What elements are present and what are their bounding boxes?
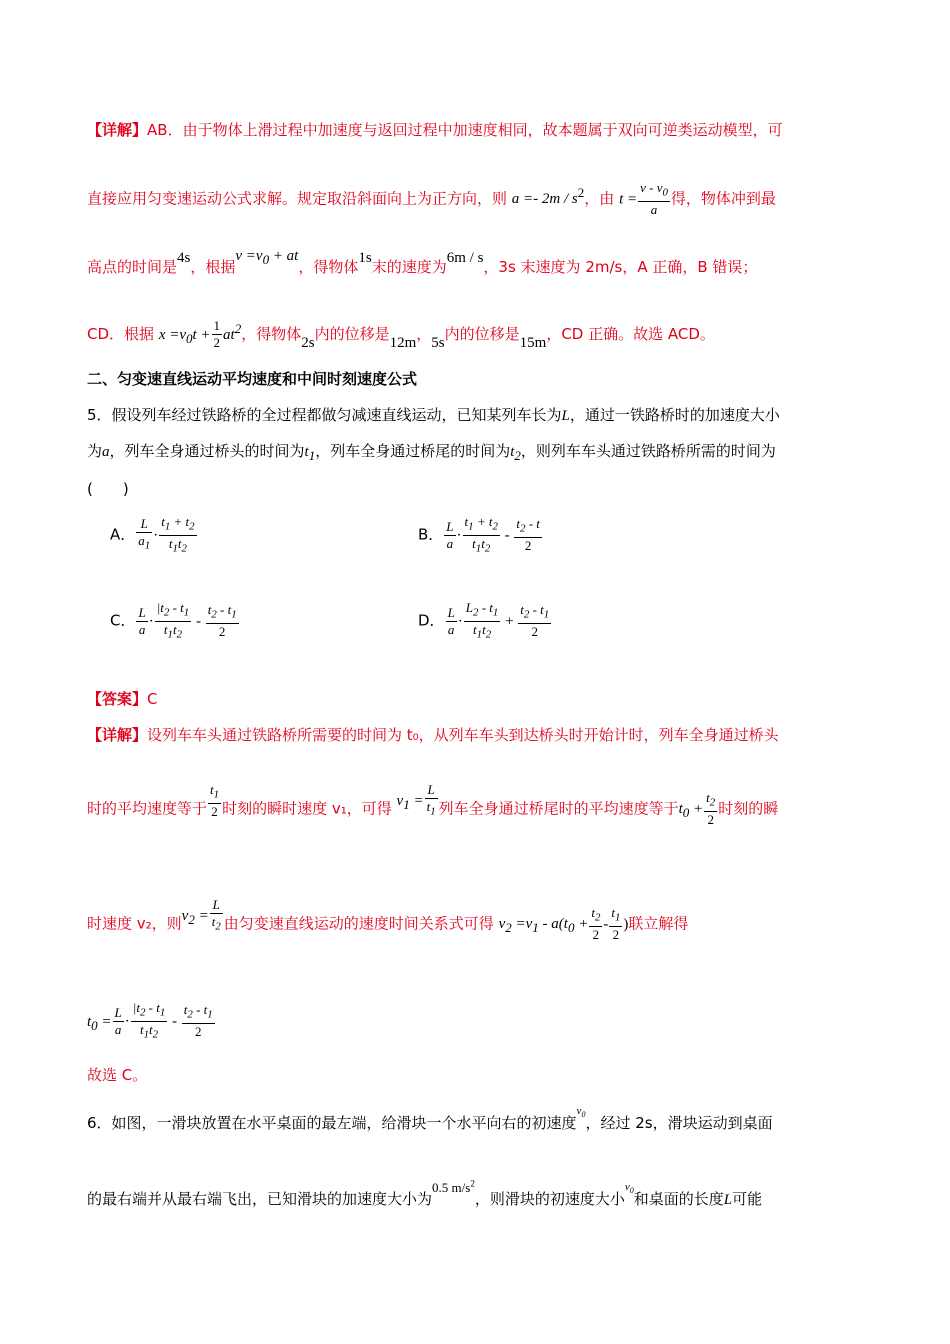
text: ，由 [584, 189, 615, 208]
formula-x: $x =v_0t$ + [158, 327, 211, 346]
fraction-t2-2: $\frac{t_2}{2}$ [706, 790, 716, 827]
text: ，得物体 [241, 325, 302, 343]
fraction: $\frac{t_2}{2}$ [591, 905, 601, 942]
value-accel: 0.5 $m/s^2$ [432, 1178, 475, 1195]
value-6ms: 6m / s [446, 250, 484, 266]
detail-tag: 【详解】 [87, 121, 148, 139]
text: 内的位移是 [314, 325, 390, 343]
fraction: $\frac{t_2 - t}{2}$ [516, 516, 540, 553]
text: CD．根据 [87, 325, 155, 343]
option-label: B． [418, 525, 444, 544]
value-text: 0.5 m/s [432, 1180, 471, 1195]
option-label: D． [418, 611, 445, 630]
option-label: A． [110, 525, 136, 544]
text: AB．由于物体上滑过程中加速度与返回过程中加速度相同，故本题属于双向可逆类运动模型，可 [147, 121, 783, 139]
q5-choose: 故选 C。 [87, 1066, 148, 1084]
text: 可能 [732, 1190, 763, 1208]
fraction: $\frac{t_2 - t_1}{2}$ [520, 602, 550, 639]
formula-v: $v =v_0$ + at [235, 248, 299, 267]
var-v0: v0 [576, 1105, 586, 1120]
text: 内的位移是 [444, 325, 520, 343]
formula-t0: $t_0$ + [678, 801, 704, 821]
q4-detail-line1 [87, 119, 867, 140]
option-b[interactable]: B． $\frac{L}{a}$ · $\frac{t_1 + t_2}{t_1t_2}$ - $\frac{t_2 - t}{2}$ [418, 514, 540, 555]
fraction-t1-2: $\frac{t_1}{2}$ [210, 782, 220, 819]
text: 和桌面的长度 [633, 1190, 724, 1208]
text: 时的平均速度等于 [87, 799, 208, 818]
q5-answer [87, 688, 867, 709]
text: 时刻的瞬时速度 v₁，可得 [222, 799, 392, 818]
var-a: a [102, 444, 110, 460]
var-L: L [561, 408, 570, 424]
fraction: $\frac{L}{a}$ [114, 1004, 122, 1037]
text: ，得物体 [298, 258, 359, 276]
formula-v2: $v_2$ = [181, 908, 209, 928]
var-L: L [723, 1192, 733, 1208]
value-1s: 1s [358, 250, 372, 266]
formula-a: $a =- 2m / s^2$ [511, 185, 585, 208]
text: 得，物体冲到最 [670, 189, 776, 208]
fraction: $\frac{t_1 + t_2}{t_1t_2}$ [464, 514, 498, 555]
var-text: t [304, 444, 309, 460]
text: ，3s 末速度为 2m/s，A 正确，B 错误； [483, 258, 758, 276]
text: 时速度 v₂，则 [87, 914, 182, 933]
text: 列车全身通过桥尾时的平均速度等于 [438, 799, 679, 818]
text: 末的速度为 [371, 258, 447, 276]
value-5s: 5s [431, 335, 445, 351]
answer-value: C [147, 690, 158, 708]
var-text: t [510, 444, 515, 460]
fraction: $\frac{L_2 - t_1}{t_1t_2}$ [465, 600, 499, 641]
value-4s: 4s [177, 250, 191, 266]
text: 为 [87, 442, 103, 460]
text: ，通过一铁路桥时的加速度大小 [569, 406, 780, 424]
q6-line2 [87, 1178, 867, 1209]
var-t2: $t_2$ [510, 444, 521, 463]
q5-detail-line2 [87, 782, 867, 828]
fraction: $\frac{|t_2 - t_1}{t_1t_2}$ [132, 1000, 166, 1041]
fraction-half: $\frac{1}{2}$ [213, 318, 221, 350]
formula-text: a =- 2m / s [511, 191, 578, 208]
fraction: $\frac{t_2 - t_1}{2}$ [183, 1002, 213, 1039]
fraction: $\frac{t_1 + t_2}{t_1t_2}$ [161, 514, 195, 555]
fraction-v-v0-a: $\frac{v - v_0}{a}$ [640, 180, 668, 217]
fraction-L-t2: $\frac{L}{t_2}$ [211, 897, 221, 933]
q5-detail-line1 [87, 724, 867, 745]
text: 时刻的瞬 [718, 799, 779, 818]
fraction: $\frac{L}{a_1}$ [138, 516, 151, 552]
fraction: $\frac{L}{a}$ [446, 518, 454, 551]
formula-v1: $v_1$ = [396, 793, 424, 813]
option-a[interactable]: A． $\frac{L}{a_1}$ · $\frac{t_1 + t_2}{t_1t_2}$ [110, 514, 195, 555]
formula-text: v =v [235, 248, 263, 264]
var-t1: $t_1$ [304, 444, 316, 463]
option-c[interactable]: C． $\frac{L}{a}$ · $\frac{|t_2 - t_1}{t_1t_2}$ - $\frac{t_2 - t_1}{2}$ [110, 600, 237, 641]
text: ，根据 [190, 258, 236, 276]
value-15m: 15m [519, 335, 547, 351]
q4-detail-line4 [87, 318, 867, 351]
fraction: $\frac{L}{a}$ [447, 604, 455, 637]
q5-line2 [87, 440, 867, 464]
value-2s: 2s [301, 335, 315, 351]
text: 直接应用匀变速运动公式求解。规定取沿斜面向上为正方向，则 [87, 189, 508, 208]
text: ，列车全身通过桥头的时间为 [109, 442, 305, 460]
q6-line1 [87, 1105, 867, 1133]
text: ，列车全身通过桥尾的时间为 [315, 442, 511, 460]
answer-tag: 【答案】 [87, 690, 148, 708]
fraction-L-t1: $\frac{L}{t_1}$ [426, 782, 436, 818]
formula-at2: $at^2$ [223, 321, 242, 343]
text: 6．如图，一滑块放置在水平桌面的最左端，给滑块一个水平向右的初速度 [87, 1114, 577, 1132]
formula-v2-relation: $v_2 =v_1 - a(t_0$ + [498, 916, 589, 936]
text: ，则列车车头通过铁路桥所需的时间为 [520, 442, 776, 460]
text: 由匀变速直线运动的速度时间关系式可得 [223, 914, 494, 933]
value-12m: 12m [389, 335, 417, 351]
text: 5．假设列车经过铁路桥的全过程都做匀减速直线运动，已知某列车长为 [87, 406, 562, 424]
fraction: $\frac{L}{a}$ [138, 604, 146, 637]
text: 高点的时间是 [87, 258, 178, 276]
text: ，CD 正确。故选 ACD。 [546, 325, 715, 343]
formula-t: t = [619, 191, 638, 208]
formula-text: + at [269, 248, 299, 264]
formula-text: x =v [158, 327, 186, 343]
fraction: $\frac{t_2 - t_1}{2}$ [207, 602, 237, 639]
text: ，经过 2s，滑块运动到桌面 [585, 1114, 773, 1132]
text: 设列车车头通过铁路桥所需要的时间为 t₀，从列车车头到达桥头时开始计时，列车全身通过桥头 [147, 726, 779, 744]
fraction: $\frac{t_1}{2}$ [611, 905, 621, 942]
q5-result-formula: $t_0$ = $\frac{L}{a}$ · $\frac{|t_2 - t_1}{t_1t_2}$ - $\frac{t_2 - t_1}{2}$ [87, 1000, 213, 1041]
option-label: C． [110, 611, 136, 630]
fraction: $\frac{|t_2 - t_1}{t_1t_2}$ [156, 600, 190, 641]
text: 联立解得 [628, 914, 689, 933]
q4-detail-line3 [87, 248, 867, 280]
q5-line1 [87, 404, 867, 425]
q4-detail-line2 [87, 180, 867, 218]
q5-paren: ( ) [87, 480, 129, 498]
var-v0: v0 [624, 1181, 634, 1196]
q5-detail-line3: 时速度 v₂，则$v_2$ = $\frac{L}{t_2}$ 由匀变速直线运动的速度时间关系式可得 $v_2 =v_1 - a(t_0$ + $\frac{t_2}{2}$ - $\frac{t_1}{2}$ )联立解得 [87, 897, 689, 942]
text: ，则滑块的初速度大小 [474, 1190, 625, 1208]
detail-tag: 【详解】 [87, 726, 148, 744]
option-d[interactable]: D． $\frac{L}{a}$ · $\frac{L_2 - t_1}{t_1t_2}$ + $\frac{t_2 - t_1}{2}$ [418, 600, 550, 641]
section-title: 二、匀变速直线运动平均速度和中间时刻速度公式 [87, 370, 418, 388]
text: ， [416, 325, 432, 343]
text: 的最右端并从最右端飞出，已知滑块的加速度大小为 [87, 1190, 433, 1208]
